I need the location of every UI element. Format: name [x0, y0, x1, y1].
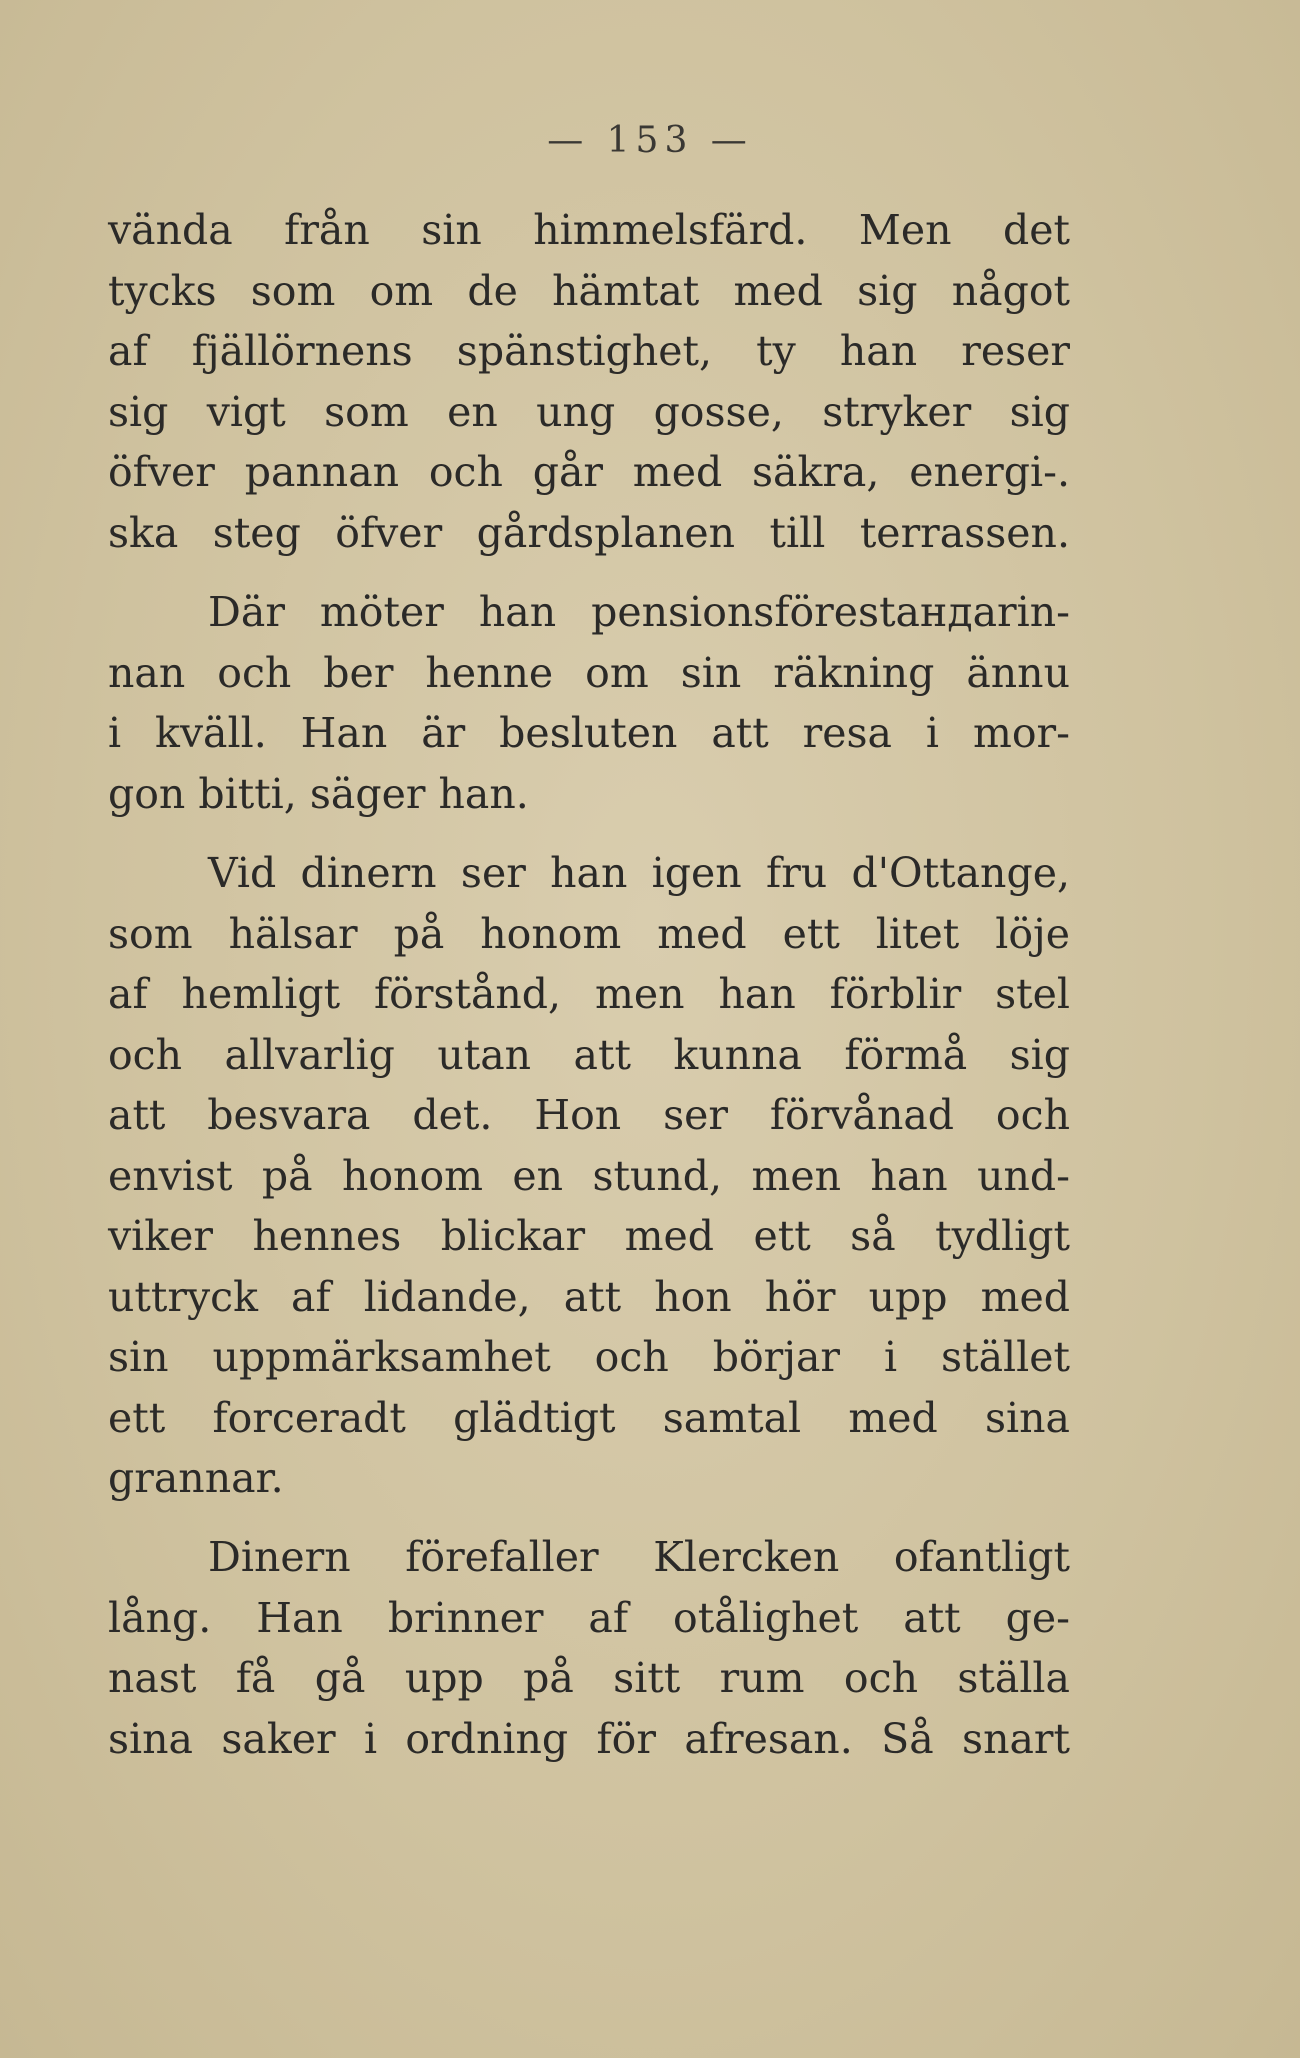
- text-line: grannar.: [108, 1454, 284, 1502]
- text-line: Dinern förefaller Klercken ofantligt: [208, 1533, 1070, 1581]
- text-line: vända från sin himmelsfärd. Men det: [108, 206, 1070, 254]
- paragraph-1: [108, 200, 1070, 563]
- paragraph-2: [108, 582, 1070, 824]
- text-line: ska steg öfver gårdsplanen till terrassen.: [108, 508, 1070, 557]
- text-line: öfver pannan och går med säkra, energi-.: [108, 448, 1070, 496]
- text-line: af hemligt förstånd, men han förblir stel: [108, 970, 1070, 1018]
- text-line: af fjällörnens spänstighet, ty han reser: [108, 327, 1070, 375]
- text-line: lång. Han brinner af otålighet att ge-: [108, 1593, 1070, 1642]
- paragraph-4: [108, 1527, 1070, 1769]
- text-line: som hälsar på honom med ett litet löje: [108, 909, 1070, 958]
- text-line: envist på honom en stund, men han und-: [108, 1151, 1070, 1200]
- paragraph-3: [108, 843, 1070, 1509]
- text-line: viker hennes blickar med ett så tydligt: [108, 1212, 1070, 1260]
- text-line: och allvarlig utan att kunna förmå sig: [108, 1030, 1070, 1079]
- text-line: nast få gå upp på sitt rum och ställa: [108, 1654, 1070, 1702]
- text-line: uttryck af lidande, att hon hör upp med: [108, 1272, 1070, 1321]
- text-line: sina saker i ordning för afresan. Så snart: [108, 1714, 1070, 1763]
- text-line: Där möter han pensionsförestандarin-: [208, 588, 1070, 636]
- text-line: gon bitti, säger han.: [108, 769, 529, 818]
- text-line: Vid dinern ser han igen fru d'Ottange,: [208, 849, 1070, 897]
- page-number: — 153 —: [547, 120, 753, 161]
- text-line: tycks som om de hämtat med sig något: [108, 266, 1070, 315]
- text-line: sig vigt som en ung gosse, stryker sig: [108, 387, 1070, 436]
- text-line: ett forceradt glädtigt samtal med sina: [108, 1393, 1070, 1442]
- text-line: sin uppmärksamhet och börjar i stället: [108, 1333, 1070, 1381]
- text-line: nan och ber henne om sin räkning ännu: [108, 648, 1070, 697]
- text-line: att besvara det. Hon ser förvånad och: [108, 1091, 1070, 1139]
- text-line: i kväll. Han är besluten att resa i mor-: [108, 709, 1070, 757]
